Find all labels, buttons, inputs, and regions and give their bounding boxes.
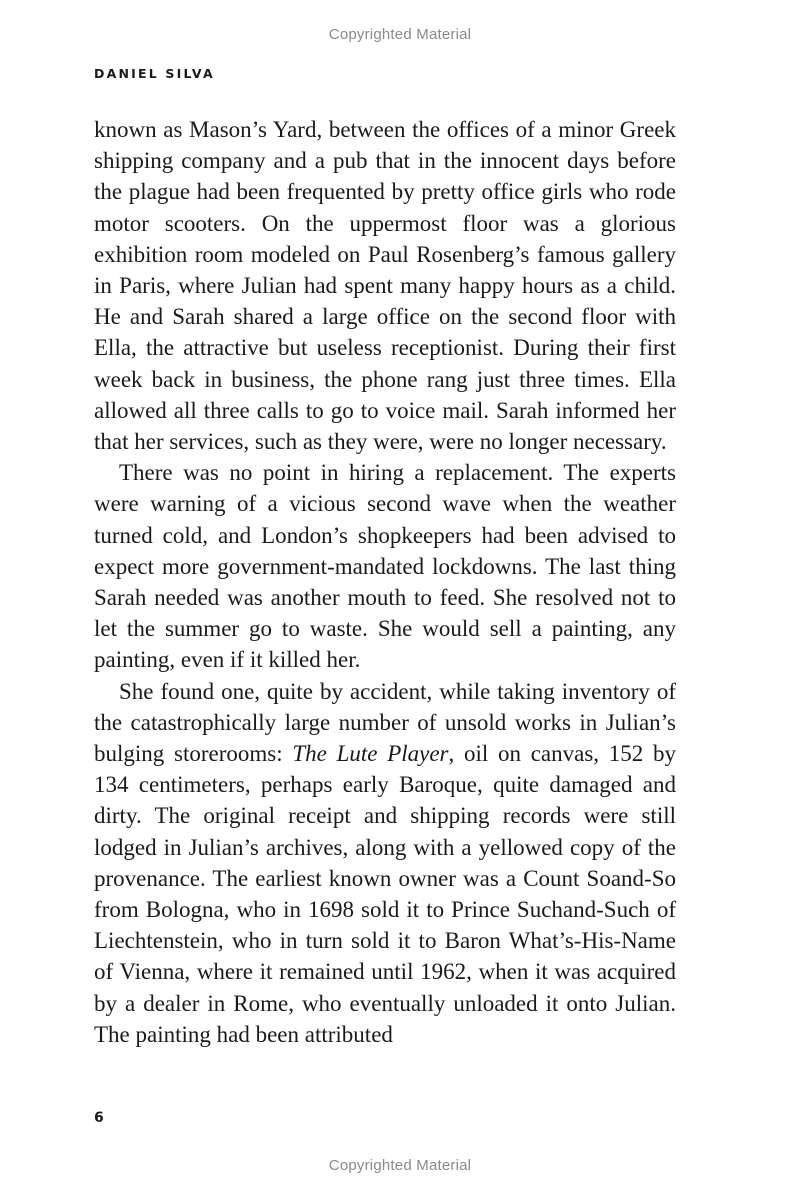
body-text (94, 114, 676, 1050)
paragraph-1: known as Mason’s Yard, between the offices of a minor Greek shipping company and a pub that in the innocent days before the plague had been frequented by pretty office girls who rode motor scooters. On the uppermost floor was a glorious exhibition room modeled on Paul Rosenberg’s famous gallery in Paris, where Julian had spent many happy hours as a child. He and Sarah shared a large office on the second floor with Ella, the attractive but useless receptionist. During their first week back in business, the phone rang just three times. Ella allowed all three calls to go to voice mail. Sarah informed her that her services, such as they were, were no longer necessary. (94, 117, 676, 455)
copyright-watermark-bottom: Copyrighted Material (328, 1157, 472, 1174)
copyright-watermark-top: Copyrighted Material (328, 26, 472, 43)
paragraph-3-before: She found one, quite by accident, while taking inventory of the catastrophically large number of unsold works in Julian’s bulging storerooms: (94, 678, 676, 767)
painting-title: The Lute Player (292, 741, 449, 767)
paragraph-3 (94, 676, 676, 1050)
paragraph-3-after: , oil on canvas, 152 by 134 centimeters, perhaps early Baroque, quite damaged and dirty. The original receipt and shipping records were still lodged in Julian’s archives, along with a yellowed copy of the provenance. The earliest known owner was a Count Soand-So from Bologna, who in 1698 sold it to Prince Suchand-Such of Liechtenstein, who in turn sold it to Baron What’s-His-Name of Vienna, where it remained until 1962, when it was acquired by a dealer in Rome, who eventually unloaded it onto Julian. The painting had been attributed (94, 741, 676, 1047)
paragraph-2: There was no point in hiring a replacement. The experts were warning of a vicious second wave when the weather turned cold, and London’s shopkeepers had been advised to expect more government-mandated lockdowns. The last thing Sarah needed was another mouth to feed. She resolved not to let the summer go to waste. She would sell a painting, any painting, even if it killed her. (94, 460, 676, 673)
running-head-author: DANIEL SILVA (94, 66, 215, 81)
page-number: 6 (94, 1110, 104, 1126)
